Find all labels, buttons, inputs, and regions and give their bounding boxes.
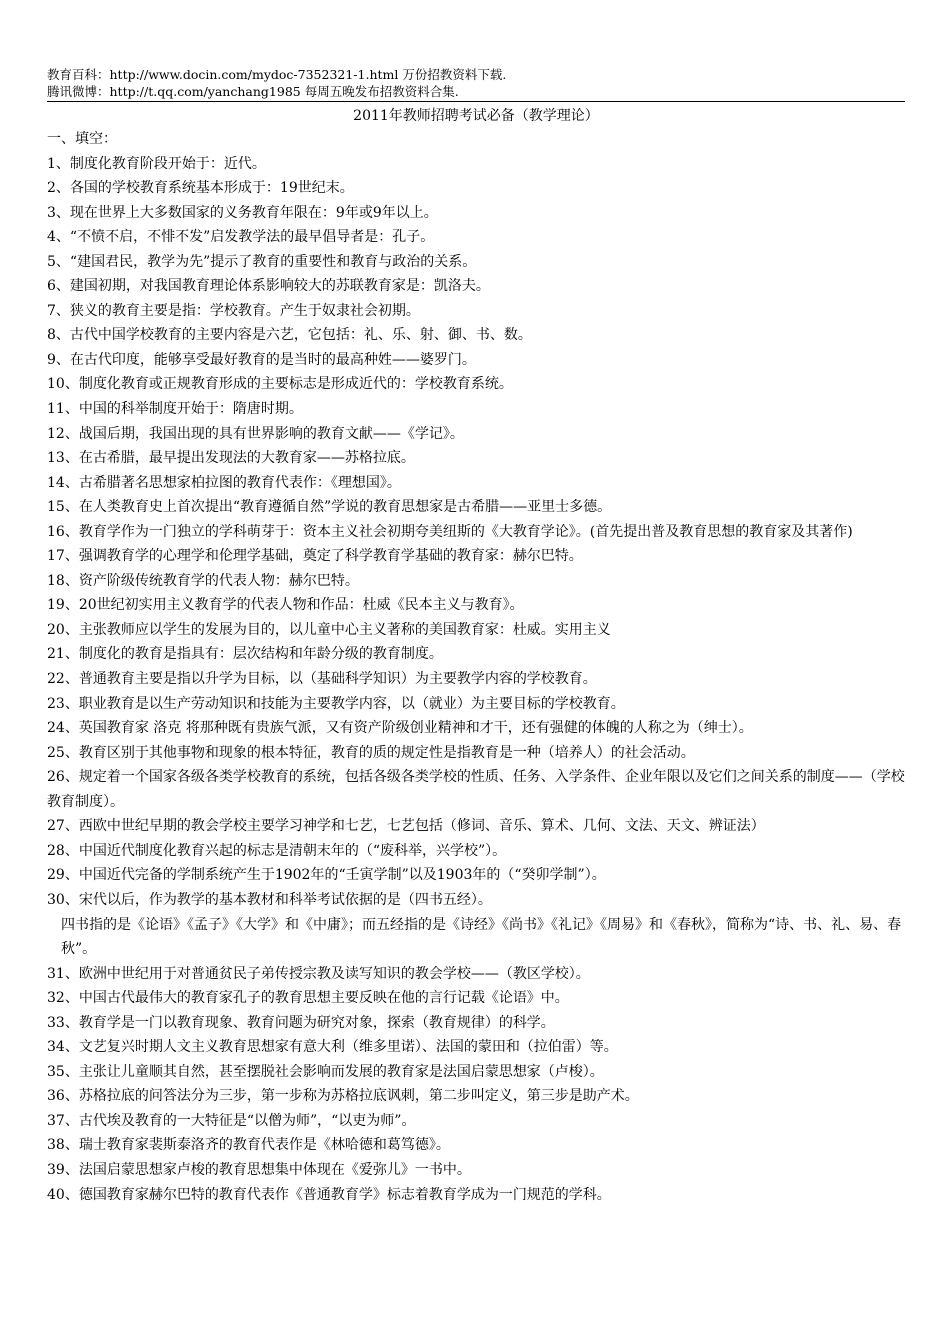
list-item: 37、古代埃及教育的一大特征是“以僧为师”，“以吏为师”。 <box>47 1112 416 1129</box>
list-item: 38、瑞士教育家裴斯泰洛齐的教育代表作是《林哈德和葛笃德》。 <box>47 1137 450 1154</box>
list-item: 39、法国启蒙思想家卢梭的教育思想集中体现在《爱弥儿》一书中。 <box>47 1161 471 1178</box>
list-item: 16、教育学作为一门独立的学科萌芽于：资本主义社会初期夸美纽斯的《大教育学论》。(首先提出普及教育思想的教育家及其著作) <box>47 523 853 540</box>
header-line-2[interactable]: 腾讯微博：http://t.qq.com/yanchang1985 每周五晚发布招教资料合集. <box>47 84 459 99</box>
list-item: 34、文艺复兴时期人文主义教育思想家有意大利（维多里诺）、法国的蒙田和（拉伯雷）等。 <box>47 1039 618 1056</box>
list-item: 19、20世纪初实用主义教育学的代表人物和作品：杜威《民本主义与教育》。 <box>47 597 524 614</box>
list-item: 21、制度化的教育是指具有：层次结构和年龄分级的教育制度。 <box>47 646 443 663</box>
list-item: 15、在人类教育史上首次提出“教育遵循自然”学说的教育思想家是古希腊——亚里士多德。 <box>47 499 612 516</box>
section-heading: 一、填空： <box>47 131 117 147</box>
list-item: 5、“建国君民，教学为先”提示了教育的重要性和教育与政治的关系。 <box>47 253 477 270</box>
list-item: 9、在古代印度，能够享受最好教育的是当时的最高种姓——婆罗门。 <box>47 351 476 368</box>
list-item: 11、中国的科举制度开始于：隋唐时期。 <box>47 401 303 418</box>
list-item: 27、西欧中世纪早期的教会学校主要学习神学和七艺，七艺包括（修词、音乐、算术、几何、文法、天文、辨证法） <box>47 818 765 835</box>
list-item: 4、“不愤不启，不悱不发”启发教学法的最早倡导者是：孔子。 <box>47 229 435 246</box>
document-title: 2011年教师招聘考试必备（教学理论） <box>353 108 599 124</box>
list-item: 12、战国后期，我国出现的具有世界影响的教育文献——《学记》。 <box>47 425 464 442</box>
document-page <box>47 66 905 1207</box>
list-item: 1、制度化教育阶段开始于：近代。 <box>47 155 266 172</box>
list-item: 6、建国初期，对我国教育理论体系影响较大的苏联教育家是：凯洛夫。 <box>47 278 490 295</box>
list-item: 40、德国教育家赫尔巴特的教育代表作《普通教育学》标志着教育学成为一门规范的学科。 <box>47 1186 611 1203</box>
list-item: 25、教育区别于其他事物和现象的根本特征，教育的质的规定性是指教育是一种（培养人）的社会活动。 <box>47 744 695 761</box>
list-item: 20、主张教师应以学生的发展为目的，以儿童中心主义著称的美国教育家：杜威。实用主义 <box>47 621 611 638</box>
list-item: 33、教育学是一门以教育现象、教育问题为研究对象，探索（教育规律）的科学。 <box>47 1014 555 1031</box>
list-item: 2、各国的学校教育系统基本形成于：19世纪末。 <box>47 180 354 197</box>
list-item: 26、规定着一个国家各级各类学校教育的系统，包括各级各类学校的性质、任务、入学条件、企业年限以及它们之间关系的制度——（学校教育制度）。 <box>47 769 905 810</box>
list-item-note: 四书指的是《论语》《孟子》《大学》和《中庸》；而五经指的是《诗经》《尚书》《礼记》《周易》和《春秋》，简称为“诗、书、礼、易、春秋”。 <box>61 916 902 958</box>
list-item: 14、古希腊著名思想家柏拉图的教育代表作：《理想国》。 <box>47 474 401 491</box>
list-item: 17、强调教育学的心理学和伦理学基础，奠定了科学教育学基础的教育家：赫尔巴特。 <box>47 548 583 565</box>
header-line-1[interactable]: 教育百科：http://www.docin.com/mydoc-7352321-1.html 万份招教资料下载. <box>47 67 507 82</box>
list-item: 10、制度化教育或正规教育形成的主要标志是形成近代的：学校教育系统。 <box>47 376 513 393</box>
list-item: 36、苏格拉底的问答法分为三步，第一步称为苏格拉底讽刺，第二步叫定义，第三步是助产术。 <box>47 1088 639 1105</box>
list-item: 3、现在世界上大多数国家的义务教育年限在：9年或9年以上。 <box>47 204 438 221</box>
list-item: 18、资产阶级传统教育学的代表人物：赫尔巴特。 <box>47 572 359 589</box>
list-item: 32、中国古代最伟大的教育家孔子的教育思想主要反映在他的言行记载《论语》中。 <box>47 990 569 1007</box>
list-item: 13、在古希腊，最早提出发现法的大教育家——苏格拉底。 <box>47 450 415 467</box>
list-item: 31、欧洲中世纪用于对普通贫民子弟传授宗教及读写知识的教会学校——（教区学校）。 <box>47 965 590 982</box>
list-item: 29、中国近代完备的学制系统产生于1902年的“壬寅学制”以及1903年的（“癸卯学制”）。 <box>47 867 606 884</box>
header-divider <box>47 101 905 102</box>
list-item: 30、宋代以后，作为教学的基本教材和科举考试依据的是（四书五经）。 <box>47 891 492 908</box>
list-item: 22、普通教育主要是指以升学为目标，以（基础科学知识）为主要教学内容的学校教育。 <box>47 671 597 688</box>
list-item: 8、古代中国学校教育的主要内容是六艺，它包括：礼、乐、射、御、书、数。 <box>47 327 532 344</box>
list-item: 7、狭义的教育主要是指：学校教育。产生于奴隶社会初期。 <box>47 302 420 319</box>
item-list <box>47 152 905 1208</box>
list-item: 35、主张让儿童顺其自然，甚至摆脱社会影响而发展的教育家是法国启蒙思想家（卢梭）。 <box>47 1063 604 1080</box>
list-item: 24、英国教育家 洛克 将那种既有贵族气派，又有资产阶级创业精神和才干，还有强健的体魄的人称之为（绅士）。 <box>47 720 753 737</box>
list-item: 28、中国近代制度化教育兴起的标志是清朝末年的（“废科举，兴学校”）。 <box>47 842 507 859</box>
list-item: 23、职业教育是以生产劳动知识和技能为主要教学内容，以（就业）为主要目标的学校教育。 <box>47 695 625 712</box>
